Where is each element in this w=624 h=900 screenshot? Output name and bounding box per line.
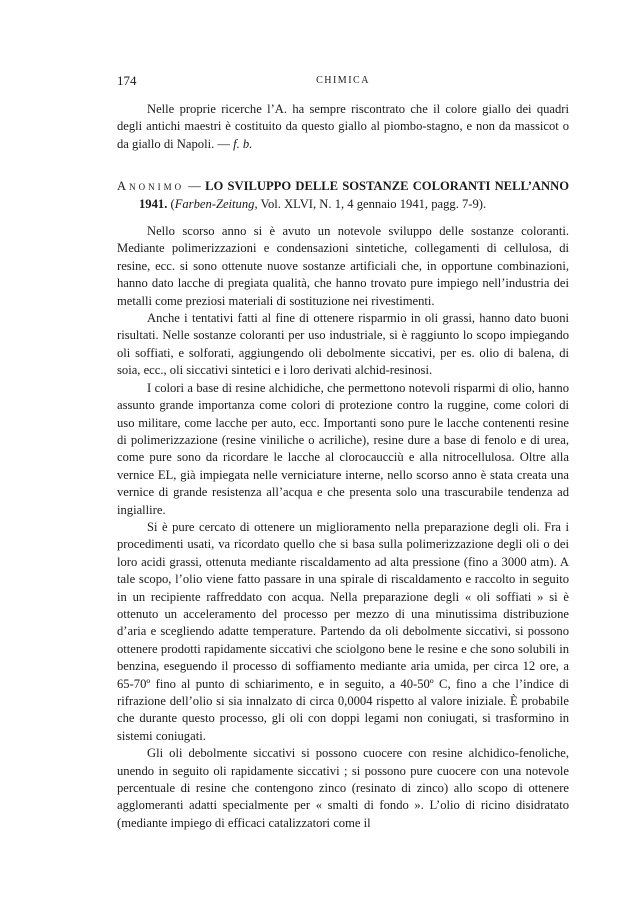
previous-review-text: Nelle proprie ricerche l’A. ha sempre riscontrato che il colore giallo dei quadri degli antichi maestri è costituito da questo giallo al piombo-stagno, e non da massicot o da giallo di Napoli. — [117, 102, 569, 151]
entry-journal: Farben-Zeitung [174, 196, 255, 211]
body-paragraph-4: Si è pure cercato di ottenere un miglioramento nella preparazione degli oli. Fra i procedimenti usati, va ricordato quello che si basa sulla polimerizzazione degli oli o dei loro acidi grassi, ottenuta mediante riscaldamento ad alta pressione (fino a 3000 atm). A tale scopo, l’olio viene fatto passare in una spirale di riscaldamento e raccolto in seguito in un recipiente raffreddato con acqua. Nella preparazione degli « oli soffiati » si è ottenuto un acceleramento del processo per mezzo di una minutissima distribuzione d’aria e scegliendo adatte temperature. Partendo da oli debolmente siccativi, si possono ottenere prodotti rapidamente siccativi che sciolgono bene le resine e che sono solubili in benzina, eseguendo il processo di soffiamento mediante aria umida, per circa 12 ore, a 65-70º fino al punto di schiarimento, e in seguito, a 40-50º C, fino a che l’indice di rifrazione dell’olio si sia innalzato di circa 0,0004 rispetto al valore iniziale. È probabile che durante questo processo, gli oli con doppi legami non coniugati, si trasformino in sistemi coniugati. [117, 519, 569, 743]
entry-author: Anonimo [117, 179, 185, 194]
bibliographic-entry [117, 178, 569, 213]
entry-source-open: ( [167, 196, 175, 211]
page-body [117, 101, 569, 832]
entry-source-details: , Vol. XLVI, N. 1, 4 gennaio 1941, pagg. 7-9). [254, 196, 487, 211]
body-paragraph-3: I colori a base di resine alchidiche, che permettono notevoli risparmi di olio, hanno assunto grande importanza come colori di protezione contro la ruggine, come colori di uso militare, come lacche per auto, ecc. Importanti sono pure le lacche contenenti resine di polimerizzazione (resine viniliche o acriliche), resine dure a base di fenolo e di urea, come pure sono da ricordare le lacche al clorocaucciù e alla nitrocellulosa. Oltre alla vernice EL, già impiegata nelle verniciature interne, nello scorso anno è stata creata una vernice di grande resistenza all’acqua e che presenta solo una trascurabile tendenza ad ingiallire. [117, 380, 569, 517]
body-paragraph-2: Anche i tentativi fatti al fine di ottenere risparmio in oli grassi, hanno dato buoni risultati. Nelle sostanze coloranti per uso industriale, si è raggiunto lo scopo impiegando oli soffiati, e solforati, aggiungendo oli debolmente siccativi, per es. olio di balena, di soia, ecc., oli siccativi sintetici e i loro derivati alchid-resinosi. [117, 311, 569, 378]
page-header [117, 73, 569, 89]
running-title: CHIMICA [316, 75, 370, 86]
body-paragraph-1: Nello scorso anno si è avuto un notevole sviluppo delle sostanze coloranti. Mediante polimerizzazioni e condensazioni sintetiche, collegamenti di cellulosa, di resine, ecc. si sono ottenute nuove sostanze artificiali che, in opportune combinazioni, hanno dato lacche di pregiata qualità, che hanno trovato pure impiego nell’industria dei metalli come preziosi materiali di sostituzione nei rivestimenti. [117, 224, 569, 308]
page-number: 174 [117, 73, 137, 88]
body-paragraph-5: Gli oli debolmente siccativi si possono cuocere con resine alchidico-fenoliche, unendo in seguito oli rapidamente siccativi ; si possono pure cuocere con una notevole percentuale di resine che contengono zinco (resinato di zinco) allo scopo di ottenere agglomeranti adatti specialmente per « smalti di fondo ». L’olio di ricino disidratato (mediante impiego di efficaci catalizzatori come il [117, 746, 569, 830]
reviewer-signature: f. b. [233, 136, 253, 151]
entry-title: LO SVILUPPO DELLE SOSTANZE COLORANTI NELL’ANNO 1941. [139, 179, 570, 211]
previous-review-paragraph [117, 101, 569, 153]
entry-dash: — [184, 179, 206, 194]
